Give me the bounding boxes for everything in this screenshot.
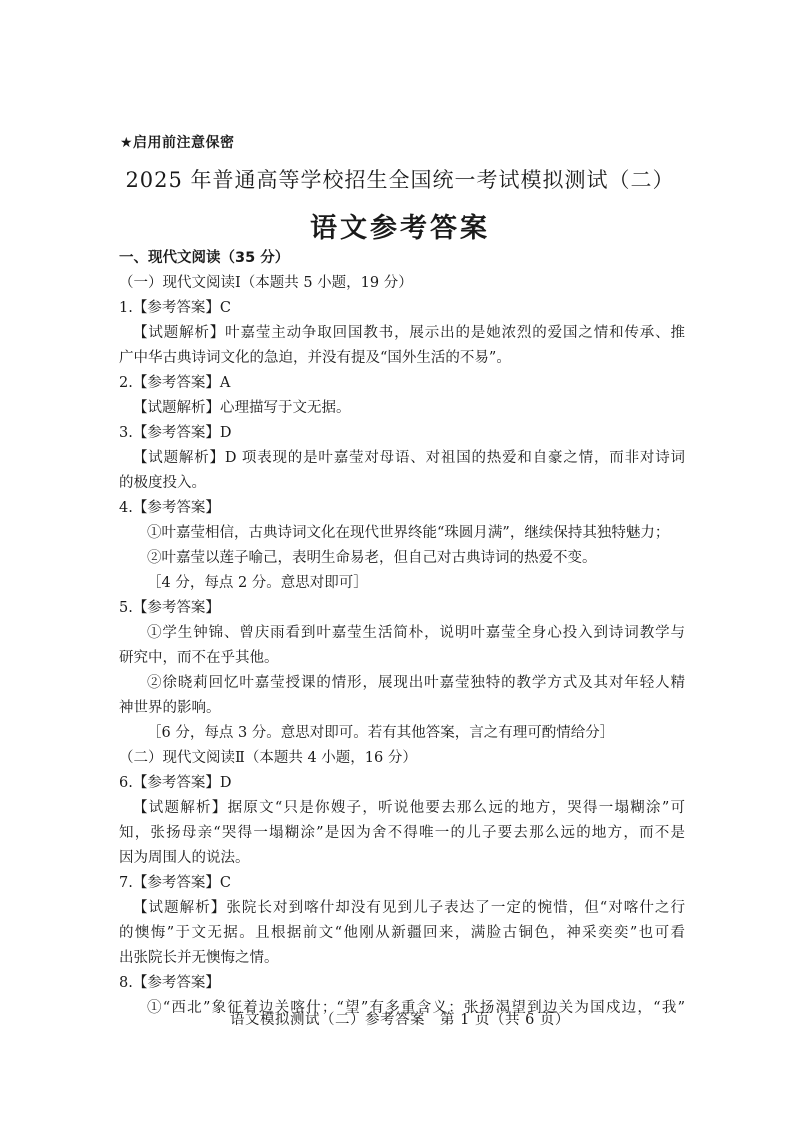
answer-line: 6.【参考答案】D	[119, 775, 232, 791]
analysis-line: 【试题解析】D 项表现的是叶嘉莹对母语、对祖国的热爱和自豪之情，而非对诗词	[133, 450, 685, 466]
exam-title: 2025 年普通高等学校招生全国统一考试模拟测试（二）	[125, 168, 675, 192]
analysis-line: 因为周围人的说法。	[119, 850, 250, 866]
scoring-note: ［4 分，每点 2 分。意思对即可］	[147, 575, 368, 591]
answer-point: ②叶嘉莹以莲子喻己，表明生命易老，但自己对古典诗词的热爱不变。	[147, 550, 597, 566]
analysis-line: 的懊悔”于文无据。且根据前文“他刚从新疆回来，满脸古铜色，神采奕奕”也可看	[119, 925, 685, 941]
answer-line: 2.【参考答案】A	[119, 375, 231, 391]
analysis-line: 知，张扬母亲“哭得一塌糊涂”是因为舍不得唯一的儿子要去那么远的地方，而不是	[119, 825, 685, 841]
confidential-note: ★启用前注意保密	[120, 135, 235, 151]
answer-line: 1.【参考答案】C	[119, 300, 231, 316]
scoring-note: ［6 分，每点 3 分。意思对即可。若有其他答案，言之有理可酌情给分］	[147, 725, 615, 741]
answer-point: ①叶嘉莹相信，古典诗词文化在现代世界终能“珠圆月满”，继续保持其独特魅力；	[147, 525, 670, 541]
answer-line: 3.【参考答案】D	[119, 425, 232, 441]
subsection-heading: （一）现代文阅读Ⅰ（本题共 5 小题，19 分）	[119, 275, 413, 291]
analysis-line: 【试题解析】叶嘉莹主动争取回国教书，展示出的是她浓烈的爱国之情和传承、推	[133, 325, 685, 341]
analysis-line: 【试题解析】据原文“只是你嫂子，听说他要去那么远的地方，哭得一塌糊涂”可	[133, 800, 685, 816]
answer-point: 研究中，而不在乎其他。	[119, 650, 279, 666]
analysis-line: 【试题解析】心理描写于文无据。	[133, 400, 351, 416]
answer-point: ①“西北”象征着边关喀什；“望”有多重含义：张扬渴望到边关为国戍边，“我”	[147, 1000, 685, 1016]
answer-point: ①学生钟锦、曾庆雨看到叶嘉莹生活简朴，说明叶嘉莹全身心投入到诗词教学与	[147, 625, 685, 641]
answer-line: 4.【参考答案】	[119, 500, 220, 516]
answer-line: 7.【参考答案】C	[119, 875, 231, 891]
analysis-line: 的极度投入。	[119, 475, 206, 491]
analysis-line: 【试题解析】张院长对到喀什却没有见到儿子表达了一定的惋惜，但“对喀什之行	[133, 900, 685, 916]
answer-line: 5.【参考答案】	[119, 600, 220, 616]
answer-line: 8.【参考答案】	[119, 975, 220, 991]
analysis-line: 出张院长并无懊悔之情。	[119, 950, 279, 966]
analysis-line: 广中华古典诗词文化的急迫，并没有提及“国外生活的不易”。	[119, 350, 511, 366]
answer-point: 神世界的影响。	[119, 700, 221, 716]
section-heading: 一、现代文阅读（35 分）	[119, 250, 290, 266]
subsection-heading: （二）现代文阅读Ⅱ（本题共 4 小题，16 分）	[119, 750, 417, 766]
page-footer: 语文模拟测试（二）参考答案 第 1 页（共 6 页）	[230, 1012, 570, 1028]
document-title: 语文参考答案	[310, 213, 490, 244]
answer-point: ②徐晓莉回忆叶嘉莹授课的情形，展现出叶嘉莹独特的教学方式及其对年轻人精	[147, 675, 685, 691]
answer-body	[119, 246, 685, 1021]
